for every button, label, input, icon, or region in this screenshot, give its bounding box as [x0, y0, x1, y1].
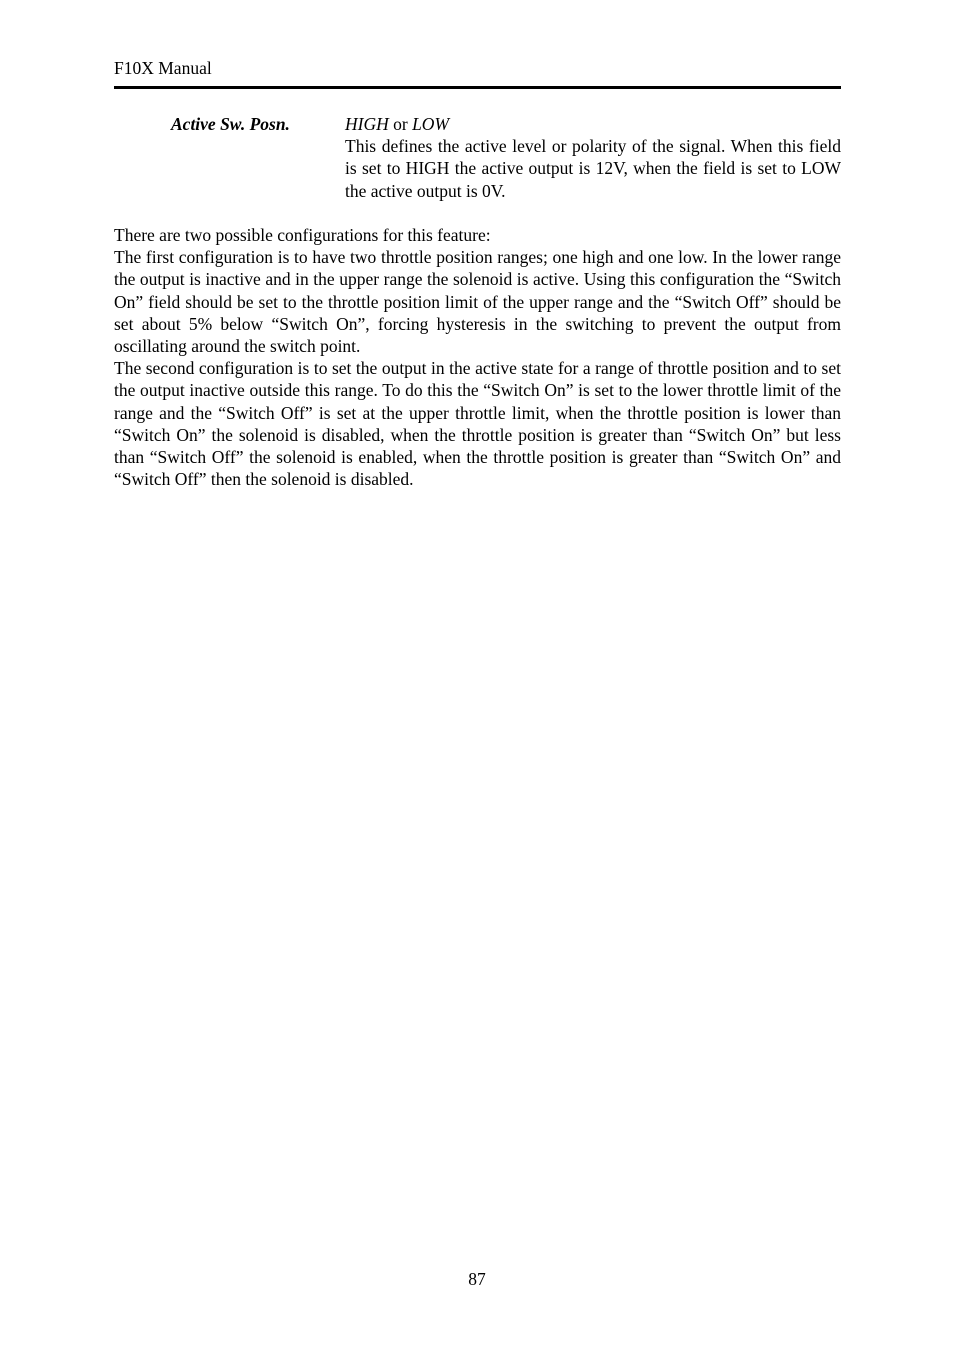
definition-term: Active Sw. Posn.: [171, 114, 290, 134]
main-text: [114, 224, 841, 490]
definition-values: [345, 113, 841, 135]
first-configuration-paragraph: The first configuration is to have two throttle position ranges; one high and one low. In the lower range the output is inactive and in the upper range the solenoid is active. Using this configuration the “Switch On” field should be set to the throttle position limit of the upper range and the “Switch Off” should be set about 5% below “Switch On”, forcing hysteresis in the switching to prevent the output from oscillating around the switch point.: [114, 247, 841, 357]
second-configuration-paragraph: The second configuration is to set the output in the active state for a range of throttle position and to set the output inactive outside this range. To do this the “Switch On” is set to the lower throttle limit of the range and the “Switch Off” is set at the upper throttle limit, when the throttle position is lower than “Switch On” the solenoid is disabled, when the throttle position is greater than “Switch On” but less than “Switch Off” the solenoid is enabled, when the throttle position is greater than “Switch On” and “Switch Off” then the solenoid is disabled.: [114, 358, 841, 490]
page-number: 87: [468, 1269, 486, 1289]
value-low: LOW: [412, 114, 450, 134]
header-divider: [114, 86, 841, 89]
document-header-title: F10X Manual: [114, 58, 212, 78]
value-or: or: [388, 114, 413, 134]
value-high: HIGH: [345, 114, 389, 134]
definition-description: This defines the active level or polarity of the signal. When this field is set to HIGH the active output is 12V, when the field is set to LOW the active output is 0V.: [345, 136, 841, 201]
intro-paragraph: There are two possible configurations for this feature:: [114, 225, 491, 245]
definition-body: [345, 113, 841, 202]
